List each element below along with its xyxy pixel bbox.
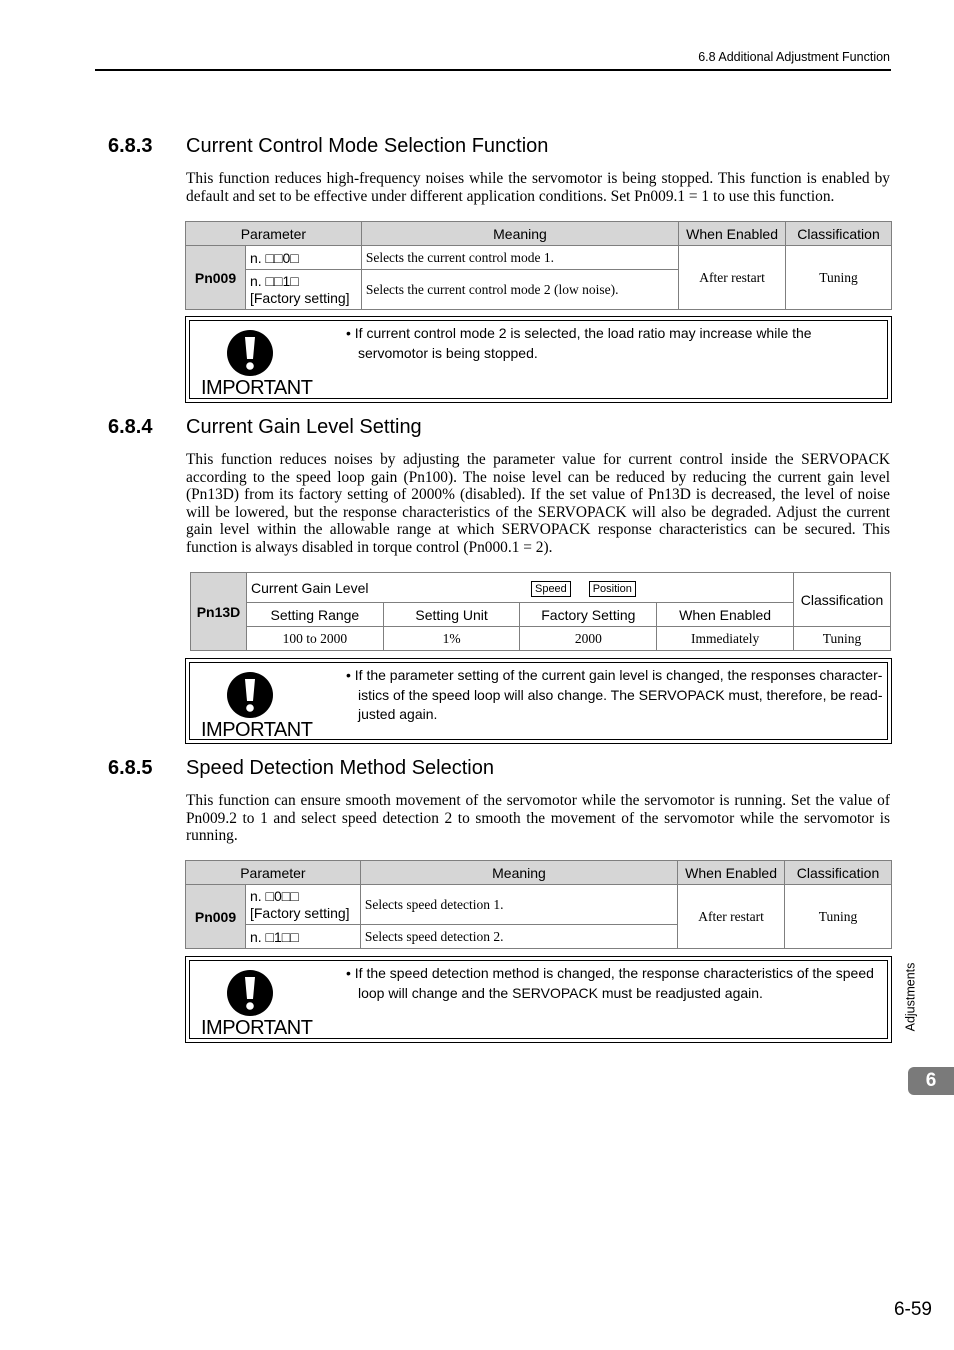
table-header: Classification [785, 861, 892, 885]
important-text: • If current control mode 2 is selected, the load ratio may increase while the servomotor is being stopped. [346, 325, 812, 361]
header-rule [95, 69, 891, 71]
classification-cell: Tuning [786, 246, 892, 310]
setting-unit-value: 1% [383, 627, 520, 651]
table-header: Parameter [186, 861, 361, 885]
chapter-side-tab [904, 960, 924, 1040]
table-header: Meaning [360, 861, 677, 885]
important-box [185, 316, 892, 403]
when-enabled-value: Immediately [657, 627, 794, 651]
important-label: IMPORTANT [201, 377, 313, 399]
meaning-cell: Selects the current control mode 2 (low noise). [361, 270, 678, 310]
position-tag: Position [589, 581, 636, 597]
speed-tag: Speed [531, 581, 571, 597]
important-box [185, 658, 892, 744]
setting-code: n. □0□□ [249, 887, 299, 904]
table-header: Classification [786, 222, 892, 246]
section-title: Speed Detection Method Selection [186, 757, 494, 779]
parameter-table-pn13d [190, 572, 891, 651]
section-heading-6-8-3 [108, 135, 548, 158]
setting-code: n. □□1□ [249, 272, 299, 289]
table-header: Setting Range [246, 603, 383, 627]
important-label: IMPORTANT [201, 719, 313, 741]
setting-value [245, 885, 360, 925]
section-number: 6.8.4 [108, 416, 153, 438]
important-text: • If the speed detection method is changed, the response characteristics of the speed loop will change and the SERVOPACK must be readjusted again. [346, 965, 874, 1001]
meaning-cell: Selects speed detection 2. [360, 925, 677, 949]
section-number: 6.8.5 [108, 757, 153, 779]
section-title: Current Gain Level Setting [186, 416, 422, 438]
parameter-name-cell [246, 573, 793, 603]
exclamation-icon [226, 671, 274, 719]
factory-setting-note: [Factory setting] [249, 904, 350, 921]
side-tab-label: Adjustments [903, 962, 918, 1032]
table-header: When Enabled [657, 603, 794, 627]
section-heading-6-8-5 [108, 757, 494, 780]
section-title: Current Control Mode Selection Function [186, 135, 549, 157]
table-header: Parameter [186, 222, 362, 246]
classification-value: Tuning [794, 627, 891, 651]
table-header: When Enabled [678, 861, 785, 885]
table-header: Setting Unit [383, 603, 520, 627]
parameter-table-pn009-speed-detection [185, 860, 892, 949]
factory-setting-value: 2000 [520, 627, 657, 651]
classification-cell: Tuning [785, 885, 892, 949]
meaning-cell: Selects the current control mode 1. [361, 246, 678, 270]
running-header: 6.8 Additional Adjustment Function [698, 50, 890, 64]
section-number: 6.8.3 [108, 135, 153, 157]
parameter-number: Pn009 [186, 246, 246, 310]
setting-range-value: 100 to 2000 [246, 627, 383, 651]
important-label: IMPORTANT [201, 1017, 313, 1039]
classification-header: Classification [794, 573, 891, 627]
table-header: Meaning [361, 222, 678, 246]
factory-setting-note: [Factory setting] [249, 289, 350, 306]
when-enabled-cell: After restart [678, 885, 785, 949]
important-box [185, 956, 892, 1043]
parameter-number: Pn13D [191, 573, 247, 651]
section-heading-6-8-4 [108, 416, 422, 439]
meaning-cell: Selects speed detection 1. [360, 885, 677, 925]
table-header: Factory Setting [520, 603, 657, 627]
setting-value: n. □□0□ [245, 246, 361, 270]
parameter-name: Current Gain Level [250, 579, 369, 596]
section-paragraph: This function can ensure smooth movement of the servomotor while the servomotor is running. Set the value of Pn009.2 to 1 and select speed detection 2 to smooth the movement of the servomotor while the servomotor is running. [186, 792, 890, 845]
section-paragraph: This function reduces noises by adjusting the parameter value for current control inside the SERVOPACK according to the speed loop gain (Pn100). The noise level can be reduced by reducing the current gain level (Pn13D) from its factory setting of 2000% (disabled). If the set value of Pn13D is decreased, the level of noise will be lowered, but the response characteristics of the SERVOPACK will also be degraded. Adjust the current gain level within the allowable range at which SERVOPACK response characteristics can be secured. This function is always disabled in torque control (Pn000.1 = 2). [186, 451, 890, 556]
exclamation-icon [226, 329, 274, 377]
table-header: When Enabled [679, 222, 786, 246]
when-enabled-cell: After restart [679, 246, 786, 310]
section-paragraph: This function reduces high-frequency noises while the servomotor is being stopped. This function is enabled by default and set to be effective under different application conditions. Set Pn009.1 = 1 to use this function. [186, 170, 890, 205]
important-text: • If the parameter setting of the current gain level is changed, the responses character-istics of the speed loop will also change. The SERVOPACK must, therefore, be read-justed again. [346, 667, 883, 722]
setting-value: n. □1□□ [245, 925, 360, 949]
parameter-table-pn009-current-mode [185, 221, 892, 310]
chapter-number-tab: 6 [908, 1067, 954, 1095]
setting-value [245, 270, 361, 310]
parameter-number: Pn009 [186, 885, 246, 949]
page-number: 6-59 [893, 1299, 932, 1320]
exclamation-icon [226, 969, 274, 1017]
